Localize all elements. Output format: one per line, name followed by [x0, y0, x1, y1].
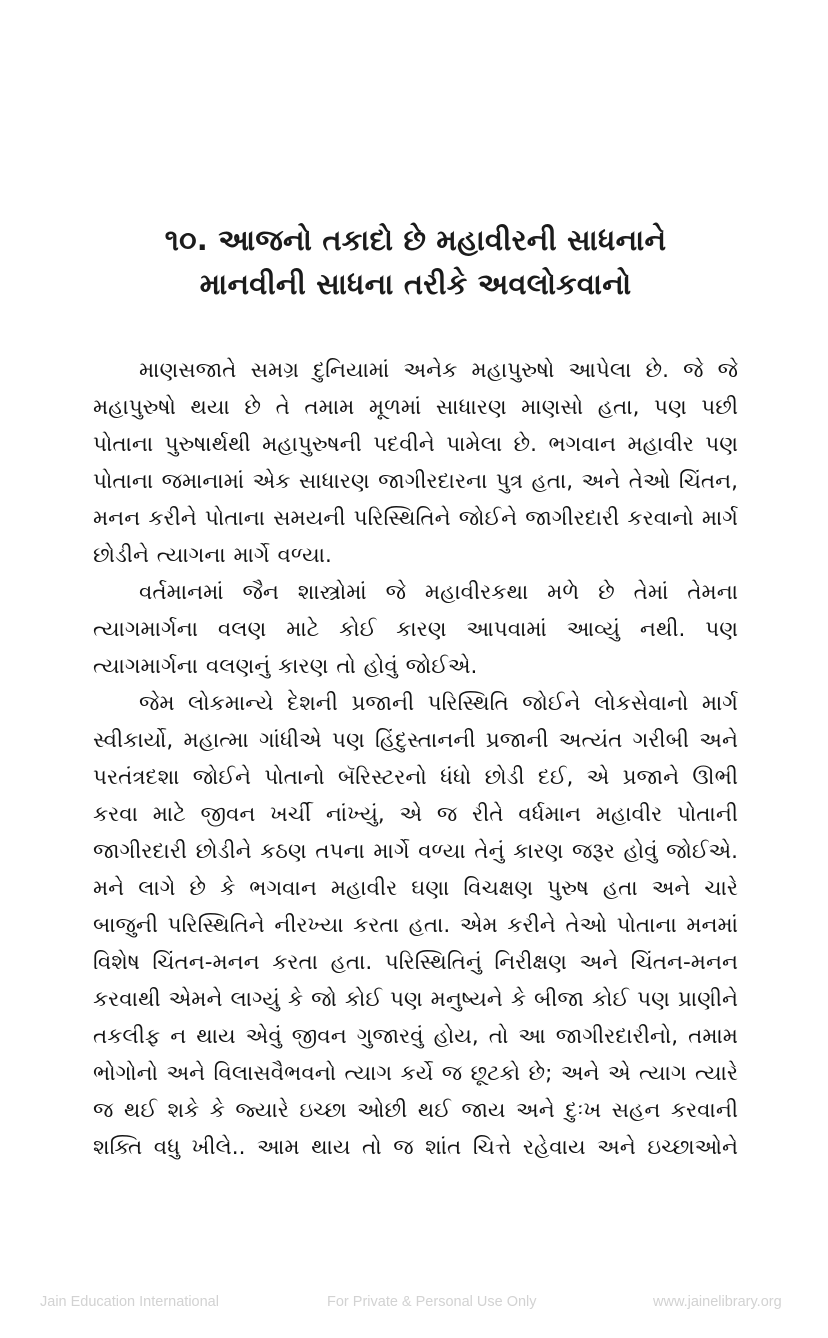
footer-usage-notice: For Private & Personal Use Only — [327, 1294, 537, 1310]
page-title — [93, 218, 738, 306]
title-line-2: માનવીની સાધના તરીકે અવલોકવાનો — [199, 267, 632, 301]
page-footer — [0, 1294, 828, 1318]
body-text — [93, 352, 738, 1203]
paragraph: જેમ લોકમાન્યે દેશની પ્રજાની પરિસ્થિતિ જોઈને લોકસેવાનો માર્ગ સ્વીકાર્યો, મહાત્મા ગાંધીએ પણ હિંદુસ્તાનની પ્રજાની અત્યંત ગરીબી અને પરતંત્રદશા જોઈને પોતાનો બૅરિસ્ટરનો ધંધો છોડી દઈ, એ પ્રજાને ઊભી કરવા માટે જીવન ખર્ચી નાંખ્યું, એ જ રીતે વર્ધમાન મહાવીર પોતાની જાગીરદારી છોડીને કઠણ તપના માર્ગે વળ્યા તેનું કારણ જરૂર હોવું જોઈએ. મને લાગે છે કે ભગવાન મહાવીર ઘણા વિચક્ષણ પુરુષ હતા અને ચારે બાજુની પરિસ્થિતિને નીરખ્યા કરતા હતા. એમ કરીને તેઓ પોતાના મનમાં વિશેષ ચિંતન-મનન કરતા હતા. પરિસ્થિતિનું નિરીક્ષણ અને ચિંતન-મનન કરવાથી એમને લાગ્યું કે જો કોઈ પણ મનુષ્યને કે બીજા કોઈ પણ પ્રાણીને તકલીફ ન થાય એવું જીવન ગુજારવું હોય, તો આ જાગીરદારીનો, તમામ ભોગોનો અને વિલાસવૈભવનો ત્યાગ કર્યે જ છૂટકો છે; અને એ ત્યાગ ત્યારે જ થઈ શકે કે જ્યારે ઇચ્છા ઓછી થઈ જાય અને દુઃખ સહન કરવાની શક્તિ વધુ ખીલે.. આમ થાય તો જ શાંત ચિત્તે રહેવાય અને ઇચ્છાઓને — [93, 691, 738, 1160]
footer-organization: Jain Education International — [40, 1294, 219, 1310]
paragraph: વર્તમાનમાં જૈન શાસ્ત્રોમાં જે મહાવીરકથા મળે છે તેમાં તેમના ત્યાગમાર્ગના વલણ માટે કોઈ કારણ આપવામાં આવ્યું નથી. પણ ત્યાગમાર્ગના વલણનું કારણ તો હોવું જોઈએ. — [93, 580, 738, 679]
footer-website: www.jainelibrary.org — [653, 1294, 782, 1310]
paragraph: માણસજાતે સમગ્ર દુનિયામાં અનેક મહાપુરુષો આપેલા છે. જે જે મહાપુરુષો થયા છે તે તમામ મૂળમાં સાધારણ માણસો હતા, પણ પછી પોતાના પુરુષાર્થથી મહાપુરુષની પદવીને પામેલા છે. ભગવાન મહાવીર પણ પોતાના જમાનામાં એક સાધારણ જાગીરદારના પુત્ર હતા, અને તેઓ ચિંતન, મનન કરીને પોતાના સમયની પરિસ્થિતિને જોઈને જાગીરદારી કરવાનો માર્ગ છોડીને ત્યાગના માર્ગે વળ્યા. — [93, 358, 738, 568]
title-line-1: ૧૦. આજનો તકાદો છે મહાવીરની સાધનાને — [164, 223, 667, 257]
